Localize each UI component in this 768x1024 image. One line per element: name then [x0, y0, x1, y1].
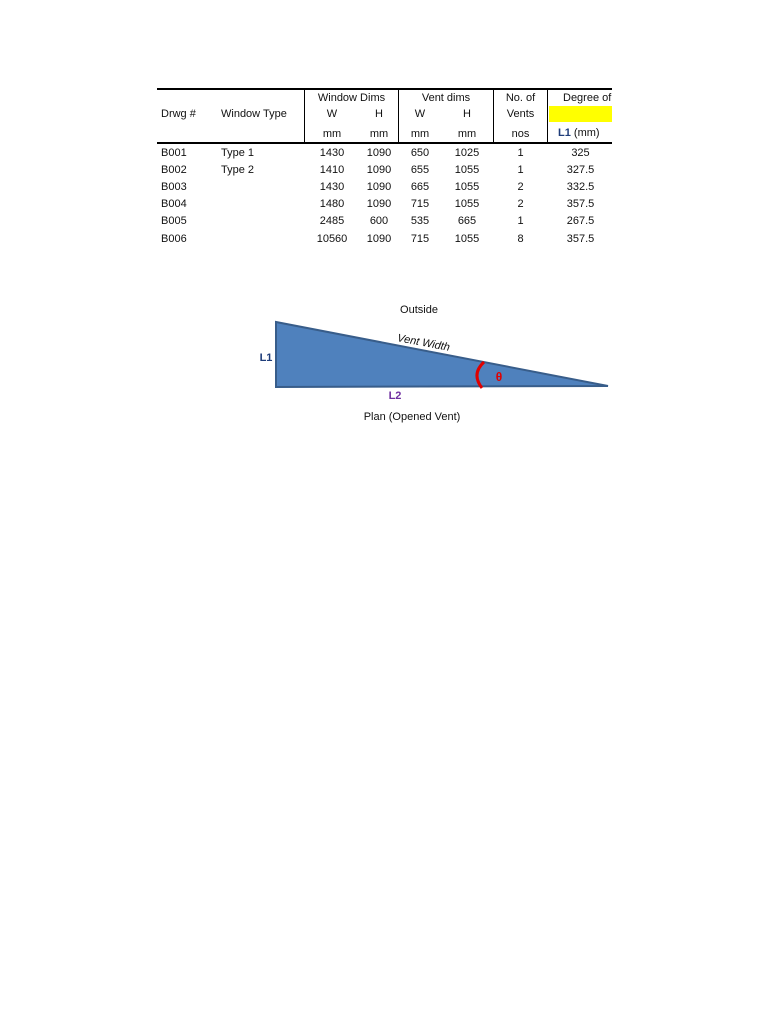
cell-window-w: 1480: [319, 198, 345, 210]
outside-label: Outside: [400, 304, 438, 316]
header-window-type: Window Type: [221, 108, 287, 120]
opened-vent-triangle: [276, 322, 608, 387]
l2-label: L2: [388, 390, 402, 402]
cell-drwg: B004: [161, 198, 187, 210]
vent-width-label: Vent Width: [396, 332, 451, 354]
cell-window-w: 1430: [319, 147, 345, 159]
cell-vent-h: 1055: [454, 233, 480, 245]
cell-vent-w: 665: [410, 181, 430, 193]
cell-window-w: 10560: [316, 233, 348, 245]
cell-vent-w: 650: [410, 147, 430, 159]
header-window-w-unit: mm: [322, 128, 342, 140]
cell-drwg: B002: [161, 164, 187, 176]
cell-l1: 325: [571, 147, 590, 159]
cell-vent-h: 665: [457, 215, 477, 227]
cell-window-h: 1090: [366, 164, 392, 176]
l1-label: L1: [259, 352, 273, 364]
cell-vents: 1: [517, 164, 524, 176]
cell-window-h: 1090: [366, 181, 392, 193]
theta-label: θ: [495, 370, 503, 384]
header-vent-dims: Vent dims: [421, 92, 471, 104]
header-vent-h-unit: mm: [457, 128, 477, 140]
cell-vents: 8: [517, 233, 524, 245]
cell-window-w: 1430: [319, 181, 345, 193]
header-nos-unit: nos: [511, 128, 530, 140]
cell-window-h: 1090: [366, 198, 392, 210]
header-vent-w: W: [414, 108, 426, 120]
cell-l1: 332.5: [566, 181, 595, 193]
cell-l1: 327.5: [566, 164, 595, 176]
cell-vent-w: 715: [410, 233, 430, 245]
cell-vent-w: 715: [410, 198, 430, 210]
cell-window-w: 1410: [319, 164, 345, 176]
cell-vent-h: 1025: [454, 147, 480, 159]
cell-drwg: B003: [161, 181, 187, 193]
cell-vents: 2: [517, 198, 524, 210]
cell-vent-h: 1055: [454, 198, 480, 210]
cell-window-type: Type 2: [221, 164, 255, 176]
header-no-of: No. of: [505, 92, 536, 104]
cell-l1: 357.5: [566, 233, 595, 245]
cell-window-type: Type 1: [221, 147, 255, 159]
header-window-w: W: [326, 108, 338, 120]
cell-vents: 2: [517, 181, 524, 193]
cell-l1: 357.5: [566, 198, 595, 210]
cell-vent-w: 535: [410, 215, 430, 227]
header-window-dims: Window Dims: [317, 92, 386, 104]
header-vents: Vents: [506, 108, 535, 120]
cell-vents: 1: [517, 147, 524, 159]
cell-l1: 267.5: [566, 215, 595, 227]
cell-drwg: B001: [161, 147, 187, 159]
header-window-h-unit: mm: [369, 128, 389, 140]
header-degree-of: Degree of: [563, 92, 612, 104]
header-vent-h: H: [463, 108, 471, 120]
cell-vent-h: 1055: [454, 181, 480, 193]
cell-window-h: 600: [369, 215, 389, 227]
cell-window-w: 2485: [319, 215, 345, 227]
header-drwg: Drwg #: [161, 108, 196, 120]
cell-vent-h: 1055: [454, 164, 480, 176]
header-window-h: H: [375, 108, 383, 120]
cell-window-h: 1090: [366, 147, 392, 159]
cell-vents: 1: [517, 215, 524, 227]
cell-drwg: B005: [161, 215, 187, 227]
header-l1-unit: (mm): [573, 127, 600, 139]
cell-drwg: B006: [161, 233, 187, 245]
header-vent-w-unit: mm: [410, 128, 430, 140]
header-l1-label: L1: [558, 127, 571, 139]
cell-window-h: 1090: [366, 233, 392, 245]
plan-caption: Plan (Opened Vent): [363, 411, 461, 423]
cell-vent-w: 655: [410, 164, 430, 176]
